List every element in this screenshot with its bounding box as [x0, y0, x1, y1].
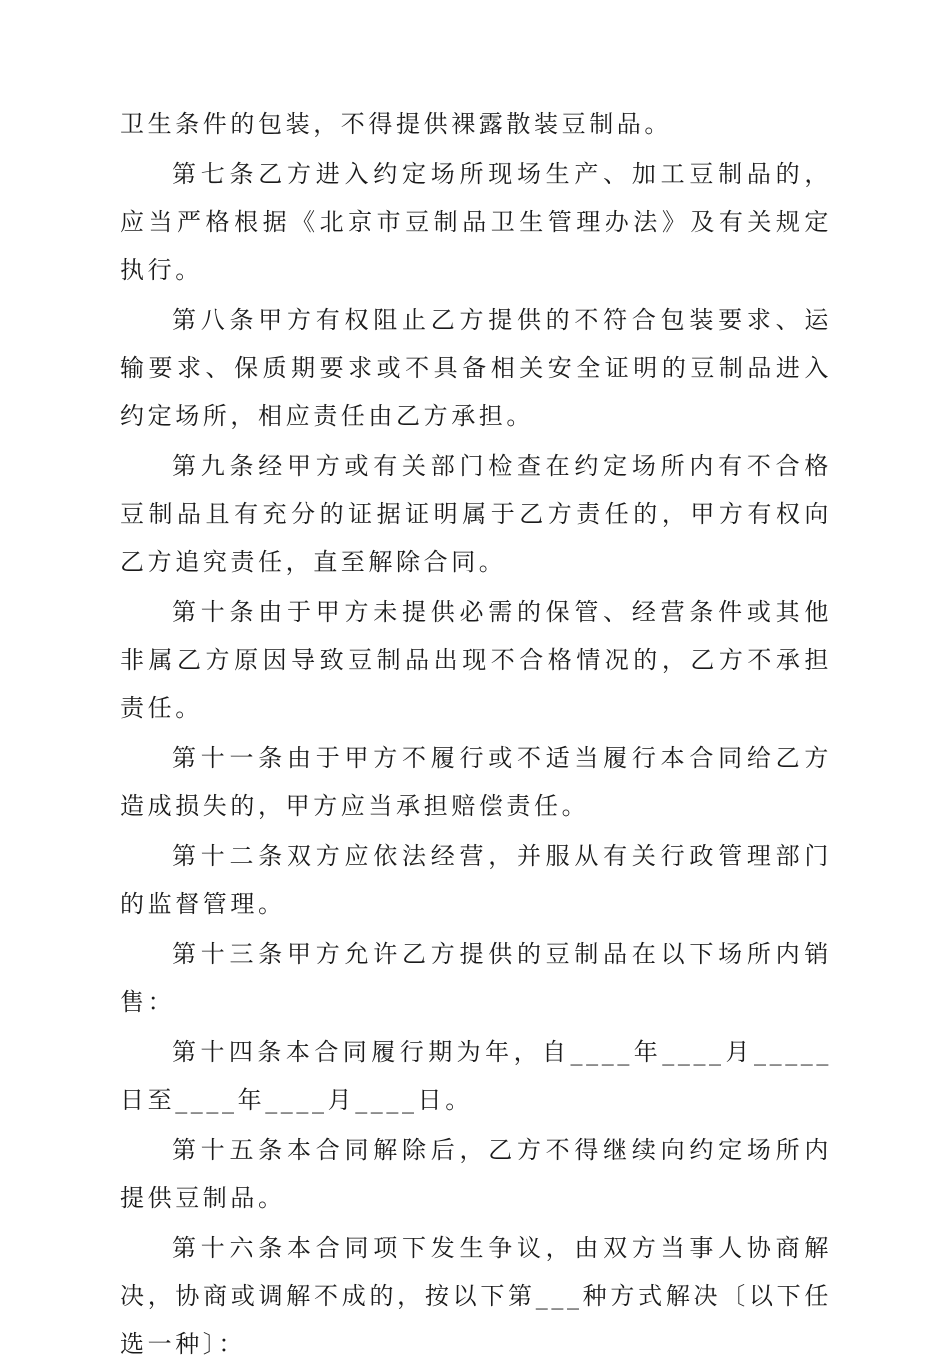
paragraph-article-10: 第十条由于甲方未提供必需的保管、经营条件或其他非属乙方原因导致豆制品出现不合格情况的，乙方不承担责任。	[120, 598, 832, 722]
paragraph-article-11: 第十一条由于甲方不履行或不适当履行本合同给乙方造成损失的，甲方应当承担赔偿责任。	[120, 744, 832, 820]
paragraph-continuation: 卫生条件的包装，不得提供裸露散装豆制品。	[120, 110, 672, 138]
paragraph-article-9: 第九条经甲方或有关部门检查在约定场所内有不合格豆制品且有充分的证据证明属于乙方责任的，甲方有权向乙方追究责任，直至解除合同。	[120, 452, 832, 576]
paragraph-article-16: 第十六条本合同项下发生争议，由双方当事人协商解决，协商或调解不成的，按以下第___种方式解决〔以下任选一种〕：	[120, 1234, 832, 1358]
paragraph-article-12: 第十二条双方应依法经营，并服从有关行政管理部门的监督管理。	[120, 842, 832, 918]
paragraph-article-15: 第十五条本合同解除后，乙方不得继续向约定场所内提供豆制品。	[120, 1136, 832, 1212]
paragraph-article-13: 第十三条甲方允许乙方提供的豆制品在以下场所内销售：	[120, 940, 832, 1016]
paragraph-article-7: 第七条乙方进入约定场所现场生产、加工豆制品的，应当严格根据《北京市豆制品卫生管理办法》及有关规定执行。	[120, 160, 832, 284]
paragraph-article-8: 第八条甲方有权阻止乙方提供的不符合包装要求、运输要求、保质期要求或不具备相关安全证明的豆制品进入约定场所，相应责任由乙方承担。	[120, 306, 832, 430]
document-page	[120, 100, 832, 1370]
paragraph-article-14: 第十四条本合同履行期为年，自____年____月_____日至____年____月____日。	[120, 1038, 832, 1114]
